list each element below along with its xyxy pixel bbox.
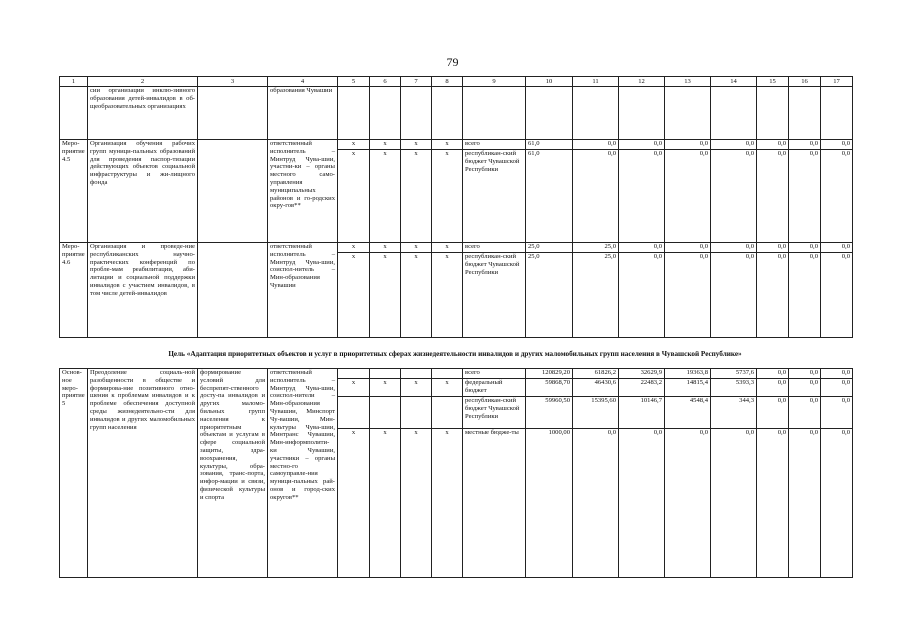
cell-x: x (370, 379, 401, 397)
cell-x: x (338, 150, 370, 243)
measure-goal: формирование условий для беспрепят-ственного досту-па инвалидов и других маломо-бильных групп населения к приоритетным объектам и услугам в сфере социальной защиты, здра-воохранения, культуры, обра-зования, транс-порта, инфор-мации и связи, физической культуры и спорта (198, 369, 268, 578)
value: 5737,6 (711, 369, 757, 379)
col-header: 17 (821, 77, 853, 87)
cell-x: x (432, 253, 463, 338)
col-header: 7 (401, 77, 432, 87)
value: 344,3 (711, 397, 757, 429)
measure-executor: ответственный исполнитель – Минтруд Чува-шии, соиспол-нители – Мин-образования Чувашии, Минспорт Чу-вашии, Мин-культуры Чува-шии, Минтранс Чувашии, Мин-информполити-ки Чувашии, участники – органы местно-го самоуправле-ния муници-пальных рай-онов и город-ских округов** (268, 369, 338, 578)
value: 0,0 (573, 140, 619, 150)
col-header: 5 (338, 77, 370, 87)
cell-x: x (432, 243, 463, 253)
value: 0,0 (757, 369, 789, 379)
value: 22483,2 (619, 379, 665, 397)
value: 0,0 (757, 140, 789, 150)
cell-x: x (338, 243, 370, 253)
funding-source: всего (463, 140, 526, 150)
cell-x: x (370, 243, 401, 253)
value: 0,0 (665, 253, 711, 338)
value: 0,0 (711, 253, 757, 338)
value-total: 61,0 (526, 140, 573, 150)
value: 0,0 (665, 140, 711, 150)
value: 0,0 (789, 379, 821, 397)
page-number: 79 (446, 55, 459, 69)
measure-executor: ответственный исполнитель – Минтруд Чува-шии, участни-ки – органы местного само-управления муниципальных районов и го-родских окру-гов** (268, 140, 338, 243)
col-header: 13 (665, 77, 711, 87)
cell-x (432, 397, 463, 429)
value: 5393,3 (711, 379, 757, 397)
measure-code: Основ-ное меро-приятие 5 (60, 369, 88, 578)
table-row (60, 243, 853, 253)
value: 0,0 (789, 429, 821, 578)
col-header: 15 (757, 77, 789, 87)
cell-x: x (338, 140, 370, 150)
value-total: 59868,70 (526, 379, 573, 397)
value: 0,0 (665, 243, 711, 253)
value: 0,0 (665, 150, 711, 243)
funding-source: всего (463, 369, 526, 379)
value-total: 25,0 (526, 253, 573, 338)
value: 14815,4 (665, 379, 711, 397)
value: 0,0 (821, 397, 853, 429)
cell-x: x (432, 379, 463, 397)
value: 0,0 (821, 379, 853, 397)
column-number-row (60, 77, 853, 87)
value: 25,0 (573, 253, 619, 338)
measure-code: Меро-приятие 4.6 (60, 243, 88, 338)
cell-x: x (370, 150, 401, 243)
value-total: 1000,00 (526, 429, 573, 578)
value: 32629,9 (619, 369, 665, 379)
value: 0,0 (757, 150, 789, 243)
value: 0,0 (757, 379, 789, 397)
value-total: 59960,50 (526, 397, 573, 429)
measure-description: Организация обучения рабочих групп муници-пальных образований для проведения паспор-тизации действующих объектов социальной инфраструктуры и жи-лищного фонда (88, 140, 198, 243)
measure-executor: ответственный исполнитель – Минтруд Чува-шии, соиспол-нитель – Мин-образования Чувашии (268, 243, 338, 338)
value: 0,0 (789, 243, 821, 253)
cell-x (370, 369, 401, 379)
cell-x (338, 397, 370, 429)
value: 0,0 (711, 140, 757, 150)
program-table-bottom (59, 368, 853, 578)
value: 0,0 (619, 253, 665, 338)
cell-x (401, 397, 432, 429)
value: 19363,8 (665, 369, 711, 379)
cell-x: x (370, 429, 401, 578)
cell-x: x (432, 150, 463, 243)
measure-description: Преодоление социаль-ной разобщенности в обществе и формирова-ние позитивного отно-шения к проблемам инвалидов и к проблеме обеспечения доступной среды жизнедеятельно-сти для инвалидов и других маломобильных групп населения (88, 369, 198, 578)
funding-source: местные бюдже-ты (463, 429, 526, 578)
value: 25,0 (573, 243, 619, 253)
measure-code: Меро-приятие 4.5 (60, 140, 88, 243)
cell-x: x (401, 429, 432, 578)
value: 0,0 (619, 429, 665, 578)
value: 10146,7 (619, 397, 665, 429)
value: 0,0 (821, 253, 853, 338)
col-header: 1 (60, 77, 88, 87)
cell-x: x (401, 379, 432, 397)
value: 0,0 (573, 429, 619, 578)
value: 0,0 (821, 150, 853, 243)
value: 0,0 (757, 397, 789, 429)
cell-x (432, 369, 463, 379)
cell-x: x (401, 243, 432, 253)
table-row (60, 140, 853, 150)
value: 0,0 (821, 429, 853, 578)
value: 15395,60 (573, 397, 619, 429)
program-table-top (59, 76, 853, 338)
value: 46430,6 (573, 379, 619, 397)
value: 0,0 (789, 397, 821, 429)
col-header: 6 (370, 77, 401, 87)
value: 0,0 (665, 429, 711, 578)
col-header: 4 (268, 77, 338, 87)
value: 0,0 (789, 150, 821, 243)
col-header: 8 (432, 77, 463, 87)
value: 0,0 (821, 140, 853, 150)
col-header: 3 (198, 77, 268, 87)
col-header: 16 (789, 77, 821, 87)
cell-x: x (432, 140, 463, 150)
cell-x (338, 369, 370, 379)
value-total: 25,0 (526, 243, 573, 253)
value: 0,0 (757, 429, 789, 578)
cell-x: x (338, 253, 370, 338)
cell-x: x (401, 150, 432, 243)
cell-x: x (432, 429, 463, 578)
value: 0,0 (789, 253, 821, 338)
value: 4548,4 (665, 397, 711, 429)
col-header: 9 (463, 77, 526, 87)
continuation-row (60, 87, 853, 140)
cell-x: x (370, 253, 401, 338)
value: 0,0 (573, 150, 619, 243)
value: 0,0 (757, 243, 789, 253)
cell-x: x (370, 140, 401, 150)
value: 61826,2 (573, 369, 619, 379)
value: 0,0 (619, 140, 665, 150)
funding-source: республикан-ский бюджет Чувашской Республики (463, 253, 526, 338)
funding-source: федеральный бюджет (463, 379, 526, 397)
funding-source: республикан-ский бюджет Чувашской Республики (463, 150, 526, 243)
cell-x (401, 369, 432, 379)
value: 0,0 (789, 369, 821, 379)
value: 0,0 (711, 429, 757, 578)
value: 0,0 (619, 243, 665, 253)
continuation-executor: образования Чувашии (268, 87, 338, 140)
col-header: 10 (526, 77, 573, 87)
cell-x: x (401, 140, 432, 150)
cell-x: x (338, 379, 370, 397)
value: 0,0 (821, 369, 853, 379)
measure-description: Организация и проведе-ние республиканских научно-практических конференций по пробле-мам реабилитации, аби-литации и социальной поддержки инвалидов с участием инвалидов, в том числе детей-инвалидов (88, 243, 198, 338)
value: 0,0 (757, 253, 789, 338)
cell-x (370, 397, 401, 429)
value-total: 120829,20 (526, 369, 573, 379)
funding-source: республикан-ский бюджет Чувашской Республики (463, 397, 526, 429)
value: 0,0 (789, 140, 821, 150)
col-header: 2 (88, 77, 198, 87)
col-header: 11 (573, 77, 619, 87)
value: 0,0 (711, 243, 757, 253)
funding-source: всего (463, 243, 526, 253)
col-header: 12 (619, 77, 665, 87)
value: 0,0 (711, 150, 757, 243)
value: 0,0 (619, 150, 665, 243)
value: 0,0 (821, 243, 853, 253)
continuation-description: сии организации инклю-зивного образования детей-инвалидов в об-щеобразовательных организациях (88, 87, 198, 140)
col-header: 14 (711, 77, 757, 87)
value-total: 61,0 (526, 150, 573, 243)
cell-x: x (401, 253, 432, 338)
cell-x: x (338, 429, 370, 578)
table-row (60, 369, 853, 379)
goal-heading: Цель «Адаптация приоритетных объектов и услуг в приоритетных сферах жизнедеятельности инвалидов и других маломобильных групп населения в Чувашской Республике» (168, 350, 742, 358)
